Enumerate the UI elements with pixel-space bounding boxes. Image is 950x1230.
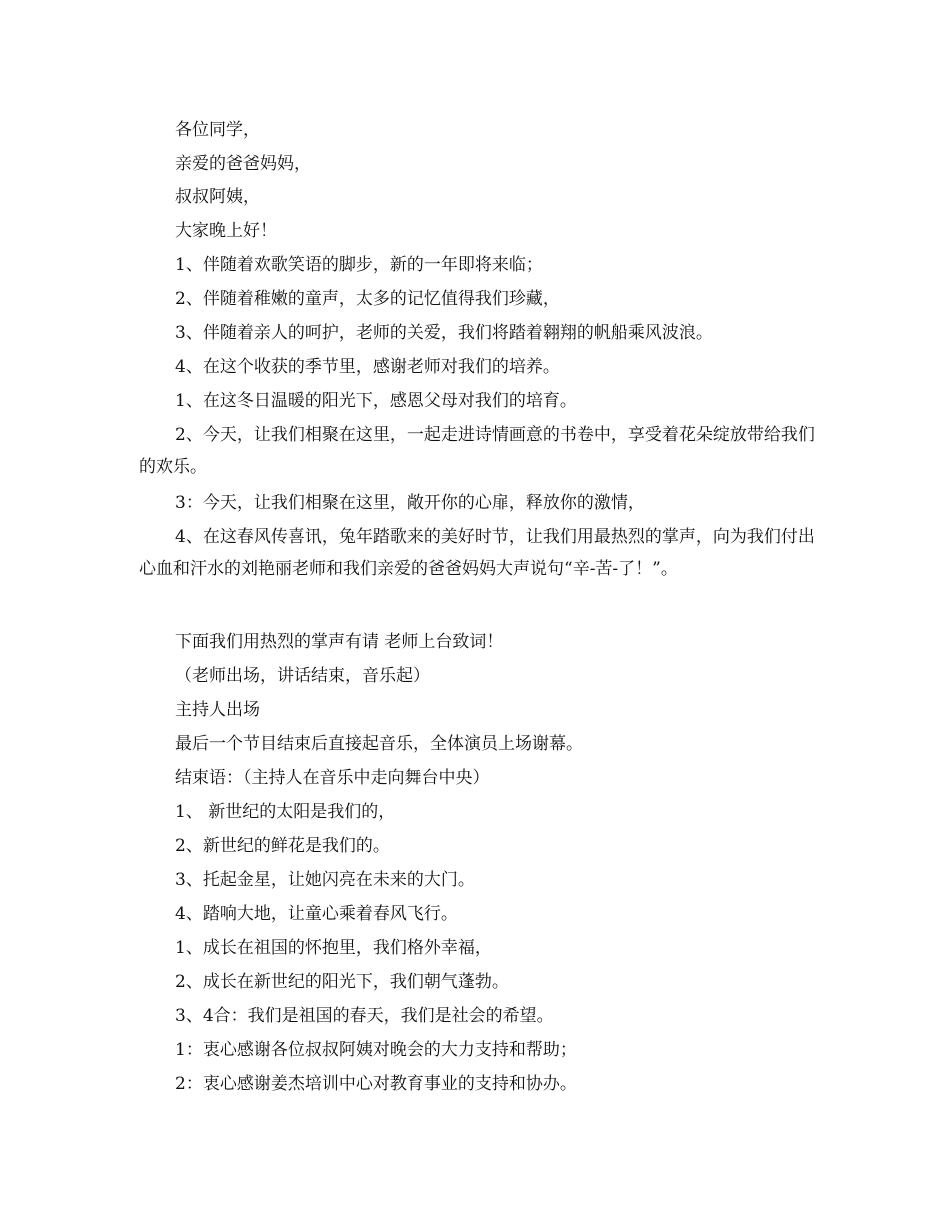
paragraph-line: 1、伴随着欢歌笑语的脚步，新的一年即将来临； [175,255,543,275]
paragraph-line: 4、在这春风传喜讯，兔年踏歌来的美好时节，让我们用最热烈的掌声，向为我们付出心血和汗水的刘艳丽老师和我们亲爱的爸爸妈妈大声说句“辛-苦-了！”。 [139,527,815,579]
paragraph-line: 4、在这个收获的季节里，感谢老师对我们的培养。 [175,357,560,377]
paragraph-line: 2：衷心感谢姜杰培训中心对教育事业的支持和协办。 [175,1074,577,1094]
paragraph-line: 2、成长在新世纪的阳光下，我们朝气蓬勃。 [175,972,509,992]
paragraph-line: 2、伴随着稚嫩的童声，太多的记忆值得我们珍藏， [175,289,560,309]
paragraph-line: 1、成长在祖国的怀抱里，我们格外幸福， [175,938,492,958]
paragraph-line: 结束语：（主持人在音乐中走向舞台中央） [175,768,490,788]
paragraph-line: 主持人出场 [175,700,260,720]
paragraph-line: 3：今天，让我们相聚在这里，敞开你的心扉，释放你的激情， [175,493,645,513]
stage-direction: （老师出场，讲话结束，音乐起） [175,666,430,686]
greeting-line: 大家晚上好！ [175,221,277,241]
paragraph-line: 3、伴随着亲人的呵护，老师的关爱，我们将踏着翱翔的帆船乘风波浪。 [175,323,713,343]
paragraph-line: 1、 新世纪的太阳是我们的， [175,802,396,822]
paragraph-line: 3、托起金星，让她闪亮在未来的大门。 [175,870,475,890]
paragraph-line: 2、新世纪的鲜花是我们的。 [175,836,390,856]
paragraph-line: 最后一个节目结束后直接起音乐，全体演员上场谢幕。 [175,734,583,754]
paragraph-line: 1、在这冬日温暖的阳光下，感恩父母对我们的培育。 [175,391,577,411]
paragraph-line: 4、踏响大地，让童心乘着春风飞行。 [175,904,458,924]
paragraph-line: 3、4合：我们是祖国的春天，我们是社会的希望。 [175,1006,554,1026]
paragraph-line: 1：衷心感谢各位叔叔阿姨对晚会的大力支持和帮助； [175,1040,577,1060]
greeting-line: 各位同学， [175,120,260,140]
greeting-line: 亲爱的爸爸妈妈， [175,154,311,174]
paragraph-line: 下面我们用热烈的掌声有请 老师上台致词！ [175,632,504,652]
greeting-line: 叔叔阿姨， [175,187,260,207]
paragraph-line: 2、今天，让我们相聚在这里，一起走进诗情画意的书卷中，享受着花朵绽放带给我们的欢乐。 [139,425,815,477]
